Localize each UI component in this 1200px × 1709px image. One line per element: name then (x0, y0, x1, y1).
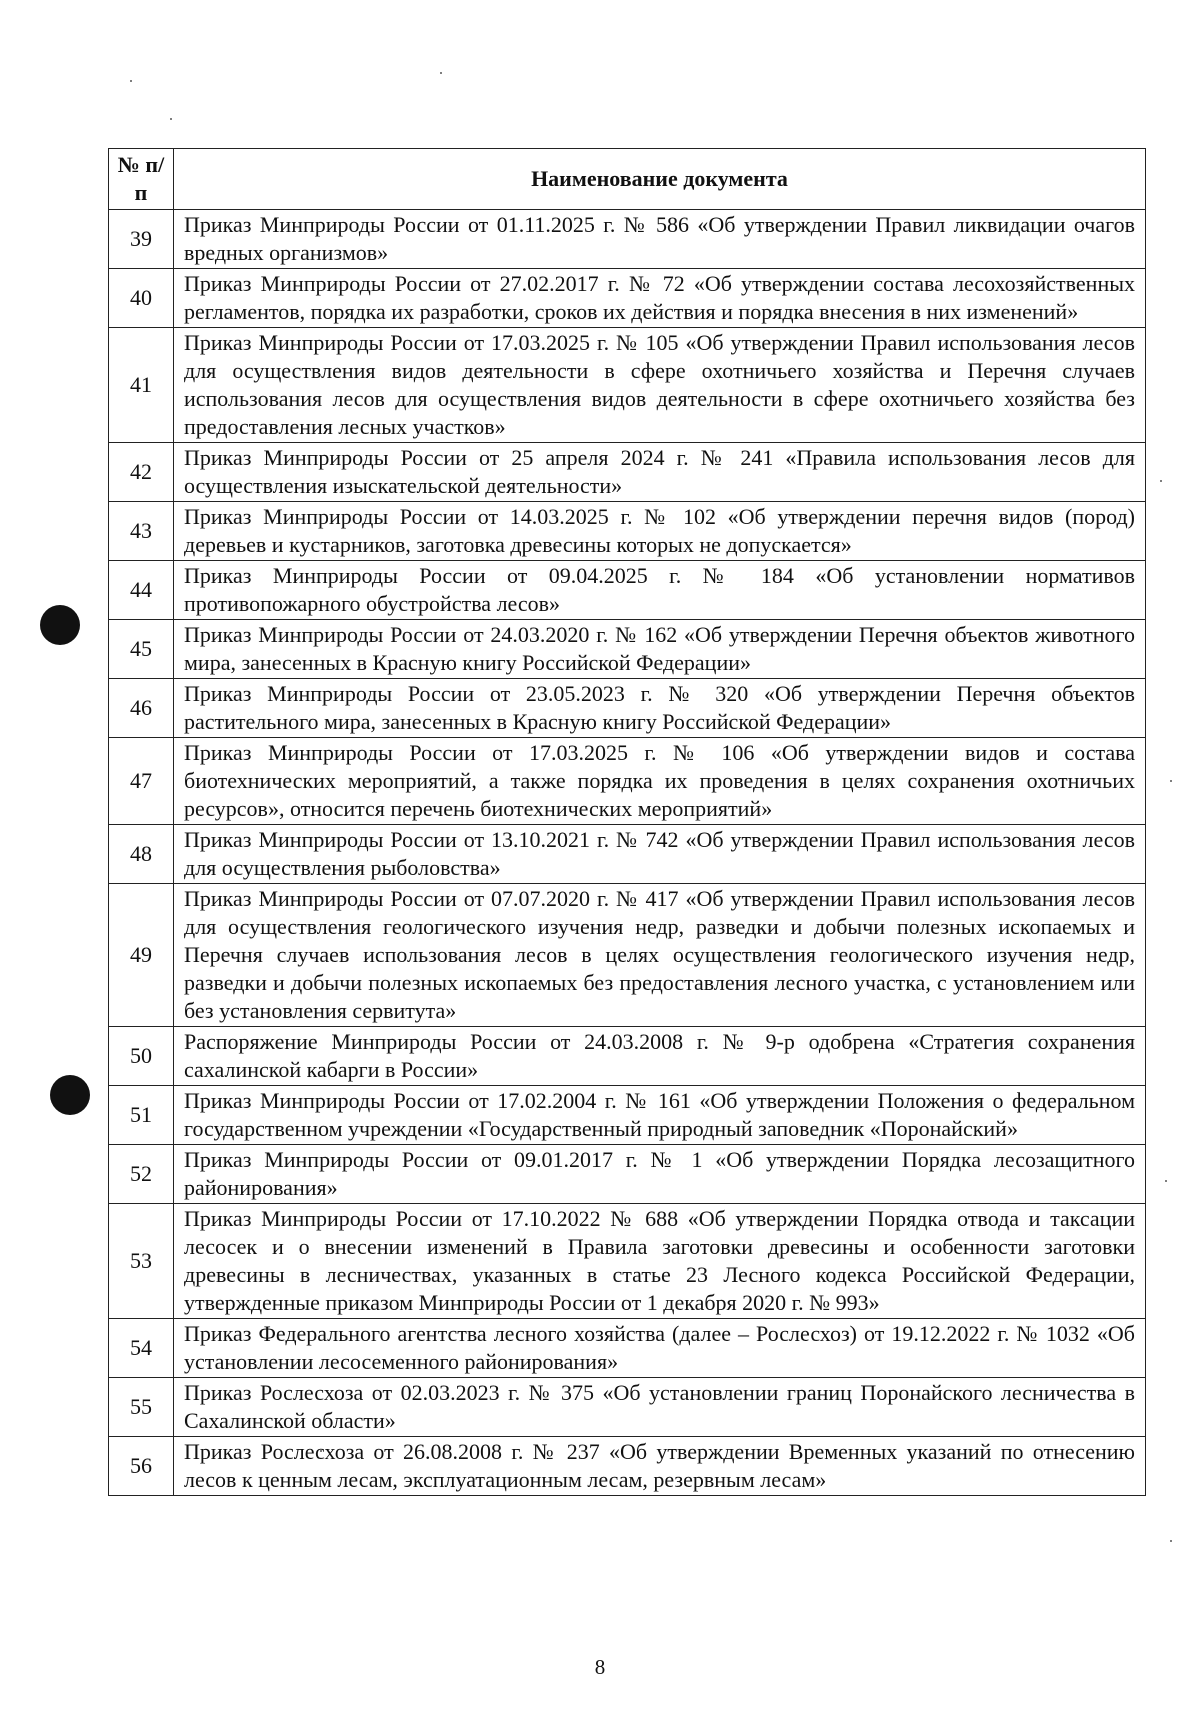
documents-table (108, 148, 1146, 1496)
table-row (109, 210, 1146, 269)
table-row (109, 1319, 1146, 1378)
document-name: Приказ Минприроды России от 17.03.2025 г. № 105 «Об утверждении Правил использования лесов для осуществления видов деятельности в сфере охотничьего хозяйства и Перечня случаев использования лесов для осуществления видов деятельности в сфере охотничьего хозяйства без предоставления лесных участков» (174, 328, 1146, 443)
table-row (109, 825, 1146, 884)
scan-speck (440, 72, 442, 74)
document-name: Приказ Минприроды России от 13.10.2021 г. № 742 «Об утверждении Правил использования лесов для осуществления рыболовства» (174, 825, 1146, 884)
scan-speck (130, 80, 132, 82)
table-row (109, 620, 1146, 679)
row-number: 39 (109, 210, 174, 269)
row-number: 55 (109, 1378, 174, 1437)
document-name: Приказ Минприроды России от 23.05.2023 г. № 320 «Об утверждении Перечня объектов растительного мира, занесенных в Красную книгу Российской Федерации» (174, 679, 1146, 738)
table-row (109, 269, 1146, 328)
row-number: 41 (109, 328, 174, 443)
document-name: Распоряжение Минприроды России от 24.03.2008 г. № 9-р одобрена «Стратегия сохранения сахалинской кабарги в России» (174, 1027, 1146, 1086)
row-number: 45 (109, 620, 174, 679)
table-row (109, 1027, 1146, 1086)
row-number: 54 (109, 1319, 174, 1378)
row-number: 49 (109, 884, 174, 1027)
document-name: Приказ Рослесхоза от 02.03.2023 г. № 375 «Об установлении границ Поронайского лесничества в Сахалинской области» (174, 1378, 1146, 1437)
table-row (109, 1145, 1146, 1204)
document-name: Приказ Минприроды России от 27.02.2017 г. № 72 «Об утверждении состава лесохозяйственных регламентов, порядка их разработки, сроков их действия и порядка внесения в них изменений» (174, 269, 1146, 328)
document-name: Приказ Минприроды России от 09.01.2017 г. № 1 «Об утверждении Порядка лесозащитного районирования» (174, 1145, 1146, 1204)
row-number: 40 (109, 269, 174, 328)
row-number: 44 (109, 561, 174, 620)
document-name: Приказ Минприроды России от 07.07.2020 г. № 417 «Об утверждении Правил использования лесов для осуществления геологического изучения недр, разведки и добычи полезных ископаемых и Перечня случаев использования лесов в целях осуществления геологического изучения недр, разведки и добычи полезных ископаемых без предоставления лесного участка, с установлением или без установления сервитута» (174, 884, 1146, 1027)
table-row (109, 1086, 1146, 1145)
row-number: 52 (109, 1145, 174, 1204)
table-row (109, 679, 1146, 738)
scan-speck (1160, 480, 1162, 482)
row-number: 51 (109, 1086, 174, 1145)
page-number: 8 (594, 1655, 606, 1679)
row-number: 48 (109, 825, 174, 884)
column-header-number: № п/п (109, 149, 174, 210)
table-row (109, 884, 1146, 1027)
table-row (109, 502, 1146, 561)
scan-speck (1170, 1540, 1172, 1542)
document-name: Приказ Минприроды России от 17.02.2004 г. № 161 «Об утверждении Положения о федеральном государственном учреждении «Государственный природный заповедник «Поронайский» (174, 1086, 1146, 1145)
document-name: Приказ Минприроды России от 09.04.2025 г. № 184 «Об установлении нормативов противопожарного обустройства лесов» (174, 561, 1146, 620)
table-row (109, 1378, 1146, 1437)
punch-hole (40, 605, 80, 645)
row-number: 50 (109, 1027, 174, 1086)
table-row (109, 738, 1146, 825)
document-name: Приказ Федерального агентства лесного хозяйства (далее – Рослесхоз) от 19.12.2022 г. № 1032 «Об установлении лесосеменного районирования» (174, 1319, 1146, 1378)
row-number: 42 (109, 443, 174, 502)
document-name: Приказ Минприроды России от 24.03.2020 г. № 162 «Об утверждении Перечня объектов животного мира, занесенных в Красную книгу Российской Федерации» (174, 620, 1146, 679)
table-row (109, 443, 1146, 502)
punch-hole (50, 1075, 90, 1115)
row-number: 56 (109, 1437, 174, 1496)
scan-speck (1165, 1180, 1167, 1182)
table-row (109, 1204, 1146, 1319)
document-name: Приказ Рослесхоза от 26.08.2008 г. № 237 «Об утверждении Временных указаний по отнесению лесов к ценным лесам, эксплуатационным лесам, резервным лесам» (174, 1437, 1146, 1496)
row-number: 53 (109, 1204, 174, 1319)
table-row (109, 561, 1146, 620)
row-number: 46 (109, 679, 174, 738)
row-number: 47 (109, 738, 174, 825)
document-name: Приказ Минприроды России от 01.11.2025 г. № 586 «Об утверждении Правил ликвидации очагов вредных организмов» (174, 210, 1146, 269)
scan-speck (1170, 780, 1172, 782)
scan-speck (170, 118, 172, 120)
table-row (109, 328, 1146, 443)
document-name: Приказ Минприроды России от 17.03.2025 г. № 106 «Об утверждении видов и состава биотехнических мероприятий, а также порядка их проведения в целях сохранения охотничьих ресурсов», относится перечень биотехнических мероприятий» (174, 738, 1146, 825)
table-row (109, 1437, 1146, 1496)
row-number: 43 (109, 502, 174, 561)
document-name: Приказ Минприроды России от 17.10.2022 № 688 «Об утверждении Порядка отвода и таксации лесосек и о внесении изменений в Правила заготовки древесины и особенности заготовки древесины в лесничествах, указанных в статье 23 Лесного кодекса Российской Федерации, утвержденные приказом Минприроды России от 1 декабря 2020 г. № 993» (174, 1204, 1146, 1319)
document-name: Приказ Минприроды России от 14.03.2025 г. № 102 «Об утверждении перечня видов (пород) деревьев и кустарников, заготовка древесины которых не допускается» (174, 502, 1146, 561)
column-header-name: Наименование документа (174, 149, 1146, 210)
document-name: Приказ Минприроды России от 25 апреля 2024 г. № 241 «Правила использования лесов для осуществления изыскательской деятельности» (174, 443, 1146, 502)
table-header-row (109, 149, 1146, 210)
